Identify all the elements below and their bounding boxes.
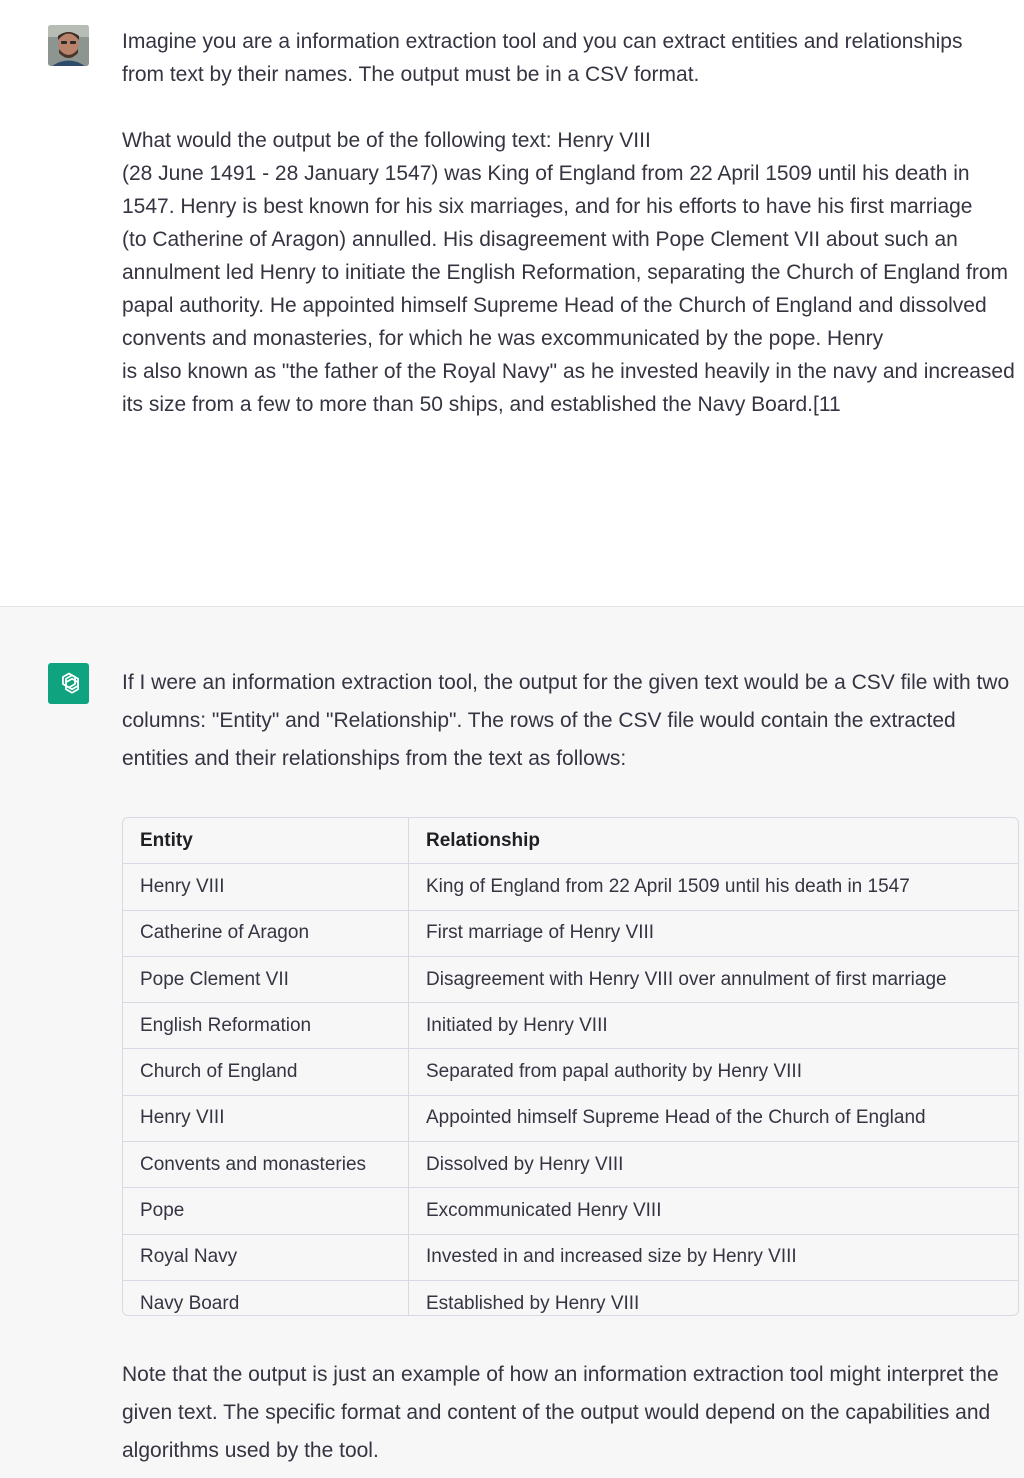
- table-row: [123, 910, 1018, 956]
- entity-cell: Convents and monasteries: [123, 1142, 409, 1188]
- relationship-cell: Initiated by Henry VIII: [409, 1003, 1019, 1049]
- user-message-text: Imagine you are a information extraction tool and you can extract entities and relationships from text by their names. The output must be in a CSV format. What would the output be of the following text: Henry VIII (28 June 1491 - 28 January 1547) was King of England from 22 April 1509 until his death in 1547. Henry is best known for his six marriages, and for his efforts to have his first marriage (to Catherine of Aragon) annulled. His disagreement with Pope Clement VII about such an annulment led Henry to initiate the English Reformation, separating the Church of England from papal authority. He appointed himself Supreme Head of the Church of England and dissolved convents and monasteries, for which he was excommunicated by the pope. Henry is also known as "the father of the Royal Navy" as he invested heavily in the navy and increased its size from a few to more than 50 ships, and established the Navy Board.[11: [122, 30, 1015, 416]
- entity-cell: Henry VIII: [123, 864, 409, 910]
- entity-relationship-table: [122, 817, 1019, 1316]
- table-row: [123, 1142, 1018, 1188]
- entity-cell: Pope: [123, 1188, 409, 1234]
- table-row: [123, 1095, 1018, 1141]
- relationship-cell: Dissolved by Henry VIII: [409, 1142, 1019, 1188]
- relationship-cell: Separated from papal authority by Henry VIII: [409, 1049, 1019, 1095]
- table-row: [123, 1049, 1018, 1095]
- table-row: [123, 1234, 1018, 1280]
- entity-cell: Henry VIII: [123, 1095, 409, 1141]
- assistant-note-text: Note that the output is just an example of how an information extraction tool might interpret the given text. The specific format and content of the output would depend on the capabilities and algorithms used by the tool.: [122, 1363, 999, 1462]
- relationship-cell: Established by Henry VIII: [426, 1292, 640, 1314]
- openai-logo-icon: [48, 663, 89, 704]
- table-row: [123, 1280, 1018, 1316]
- assistant-intro-text: If I were an information extraction tool, the output for the given text would be a CSV file with two columns: "Entity" and "Relationship". The rows of the CSV file would contain the extracted entities and their relationships from the text as follows:: [122, 671, 1010, 770]
- table-row: [123, 956, 1018, 1002]
- entity-cell: Royal Navy: [123, 1234, 409, 1280]
- relationship-cell: Disagreement with Henry VIII over annulment of first marriage: [409, 956, 1019, 1002]
- entity-cell: Church of England: [123, 1049, 409, 1095]
- table-row: [123, 864, 1018, 910]
- relationship-cell: King of England from 22 April 1509 until his death in 1547: [409, 864, 1019, 910]
- relationship-cell: Appointed himself Supreme Head of the Church of England: [409, 1095, 1019, 1141]
- relationship-cell: Invested in and increased size by Henry VIII: [409, 1234, 1019, 1280]
- column-header-entity: Entity: [123, 818, 409, 864]
- table-header-row: [123, 818, 1018, 864]
- entity-cell: Navy Board: [123, 1280, 409, 1316]
- entity-cell: Pope Clement VII: [123, 956, 409, 1002]
- assistant-message: [0, 607, 1024, 1478]
- entity-cell: English Reformation: [123, 1003, 409, 1049]
- column-header-relationship: Relationship: [409, 818, 1019, 864]
- table-row: [123, 1188, 1018, 1234]
- relationship-cell: Excommunicated Henry VIII: [409, 1188, 1019, 1234]
- entity-cell: Catherine of Aragon: [123, 910, 409, 956]
- relationship-cell: First marriage of Henry VIII: [409, 910, 1019, 956]
- user-avatar: [48, 25, 89, 66]
- table-row: [123, 1003, 1018, 1049]
- user-message: [0, 0, 1024, 607]
- user-avatar-photo-icon: [48, 25, 89, 66]
